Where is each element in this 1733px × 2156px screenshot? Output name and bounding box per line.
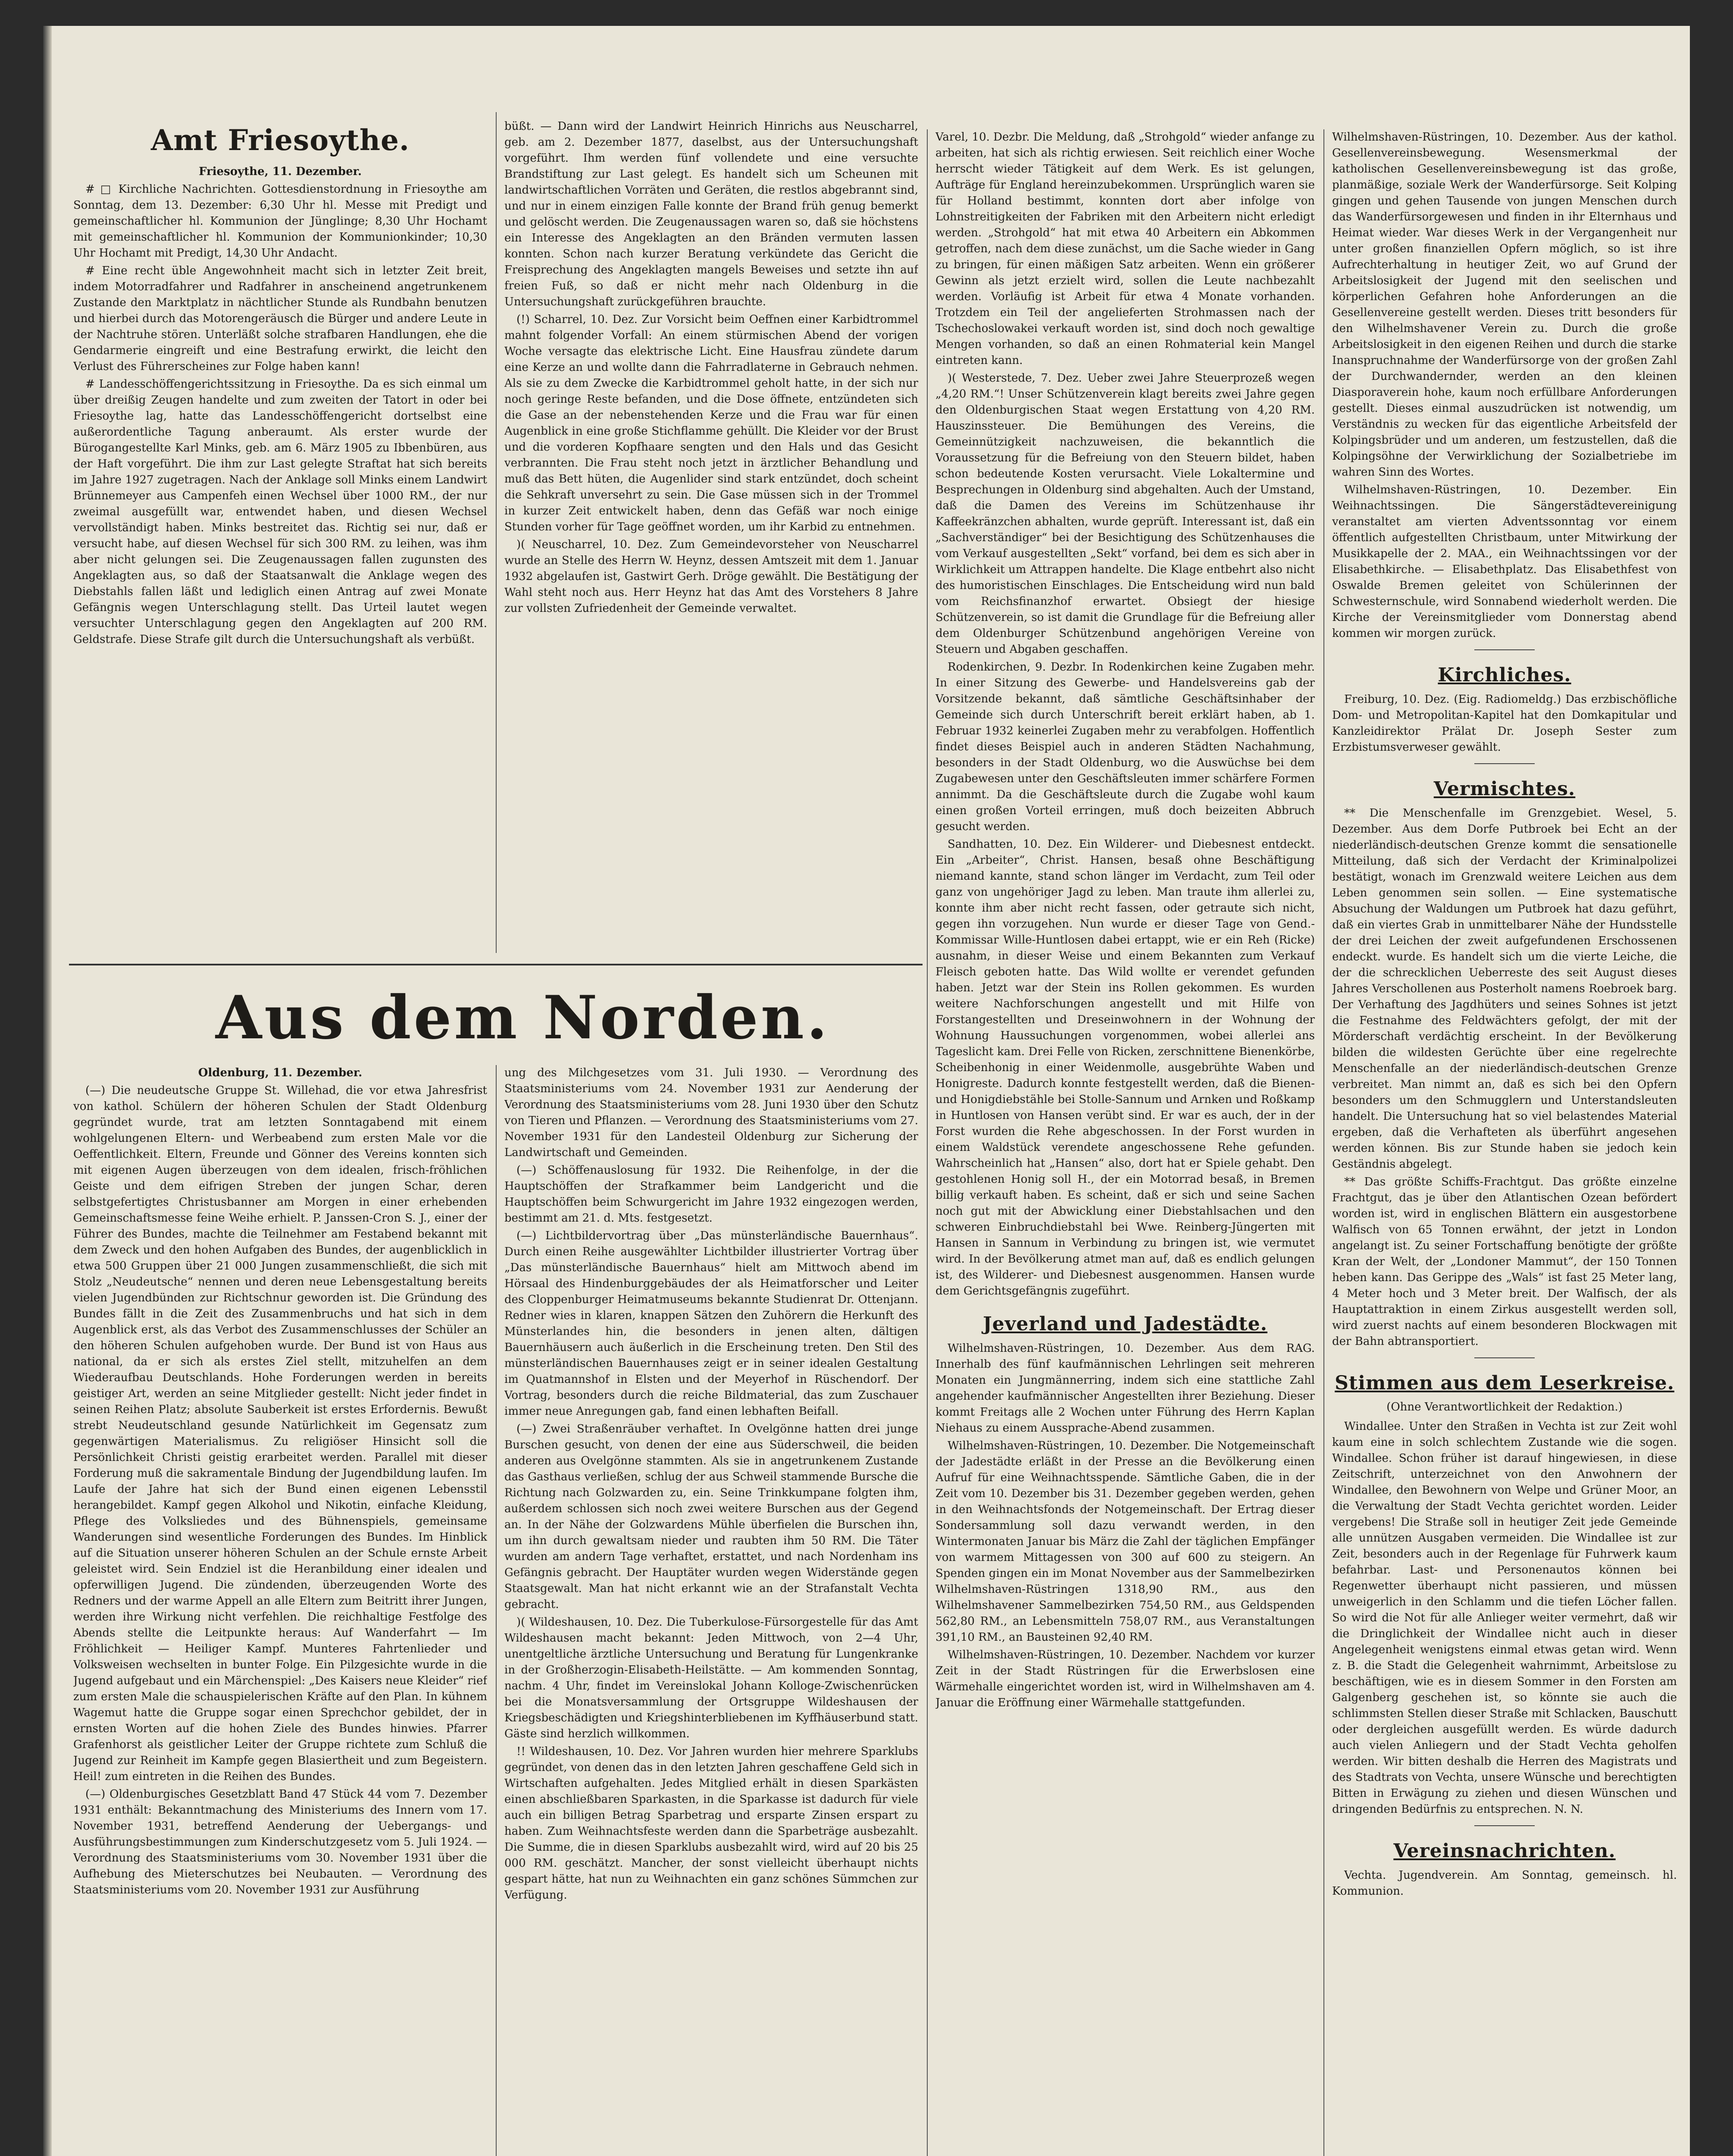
column-norden-a [73,1065,487,2156]
article-paragraph: Wilhelmshaven-Rüstringen, 10. Dezember. Aus der kathol. Gesellenvereinsbewegung. Wesensmerkmal der katholischen Gesellenvereinsbewegung ist das große, planmäßige, soziale Werk der Wanderfürsorge. Seit Kolping gingen und gehen Tausende von jungen Menschen durch das Wanderfürsorgewesen und finden in ihr Elternhaus und Heimat wieder. War dieses Werk in der Vergangenheit nur unter großen finanziellen Opfern möglich, so ist ihre Aufrechterhaltung in heutiger Zeit, wo auf Grund der Arbeitslosigkeit der Jugend mit den seelischen und körperlichen Gefahren hohe Anforderungen an die Gesellenvereine gestellt werden. Dieses tritt besonders für den Wilhelmshavener Verein zu. Durch die große Arbeitslosigkeit in den eigenen Reihen und durch die starke Inanspruchnahme der Wanderfürsorge von der großen Zahl der Durchwandernder, werden an den kleinen Diasporaverein hohe, kaum noch erfüllbare Anforderungen gestellt. Dieses einmal auszudrücken ist notwendig, um Verständnis zu wecken für das eigentliche Arbeitsfeld der Kolpingsbrüder und um anderen, um festzustellen, daß die Kolpingsöhne der Verwirklichung der Sozialbetriebe im wahren Sinn des Wortes. [1332,131,1677,479]
column-divider [1323,129,1324,2156]
article-paragraph: )( Wildeshausen, 10. Dez. Die Tuberkulose-Fürsorgestelle für das Amt Wildeshausen macht bekannt: Jeden Mittwoch, von 2—4 Uhr, unentgeltliche ärztliche Untersuchung und Beratung für Lungenkranke in der Großherzogin-Elisabeth-Heilstätte. — Am kommenden Sonntag, nachm. 4 Uhr, findet im Vereinslokal Johann Kolloge-Zwischenrücken bei die Monatsversammlung der Ortsgruppe Wildeshausen der Kriegsbeschädigten und Kriegshinterbliebenen im Kyffhäuserbund statt. Gäste sind herzlich willkommen. [504,1616,918,1740]
section-subheading: (Ohne Verantwortlichkeit der Redaktion.) [1386,1401,1623,1413]
dateline: Oldenburg, 11. Dezember. [198,1066,363,1079]
article-paragraph: Wilhelmshaven-Rüstringen, 10. Dezember. Die Notgemeinschaft der Jadestädte erläßt in der Presse an die Bevölkerung einen Aufruf für eine Weihnachtsspende. Sämtliche Gaben, die in der Zeit vom 10. Dezember bis 31. Dezember gegeben werden, gehen in den Weihnachtsfonds der Notgemeinschaft. Der Ertrag dieser Sondersammlung soll dazu verwandt werden, in den Wintermonaten Januar bis März die Zahl der täglichen Empfänger von warmem Mittagessen von 300 auf 600 zu steigern. An Spenden gingen ein im Monat November aus der Sammelbezirken Wilhelmshaven-Rüstringen 1318,90 RM., aus den Wilhelmshavener Sammelbezirken 754,50 RM., aus Geldspenden 562,80 RM., an Lebensmitteln 758,07 RM., aus Veranstaltungen 391,10 RM., an Bausteinen 92,40 RM. [935,1439,1315,1644]
column-norden-b [504,1065,918,2156]
article-paragraph: !! Wildeshausen, 10. Dez. Vor Jahren wurden hier mehrere Sparklubs gegründet, von denen das in den letzten Jahren geschaffene Geld sich in Wirtschaften aufgehalten. Jedes Mitglied erhält in diesen Sparkästen einen abschließbaren Sparkasten, in die Sparkasse ist dadurch für viele auch ein billigen Betrag Sparbetrag und ersparte Zinsen erspart zu haben. Zum Weihnachtsfeste werden dann die Sparbeträge ausbezahlt. Die Summe, die in diesen Sparklubs ausbezahlt wird, wird auf 20 bis 25 000 RM. geschätzt. Mancher, der sonst vielleicht überhaupt nichts gespart hätte, hat nun zu Weihnachten ein ganz schönes Sümmchen zur Verfügung. [504,1745,918,1902]
column-continuation [504,119,918,953]
column-amt-friesoythe [73,112,487,953]
separator-line [1474,649,1535,650]
article-paragraph: Freiburg, 10. Dez. (Eig. Radiomeldg.) Das erzbischöfliche Dom- und Metropolitan-Kapitel hat den Domkapitular und Kanzleidirektor Prälat Dr. Joseph Sester zum Erzbistumsverweser gewählt. [1332,693,1677,754]
article-paragraph: Wilhelmshaven-Rüstringen, 10. Dezember. Ein Weihnachtssingen. Die Sängerstädtevereinigung veranstaltet am vierten Adventssonntag vor einem öffentlich aufgestellten Christbaum, unter Mitwirkung der Musikkapelle der 2. MAA., ein Weihnachtssingen vor der Elisabethkirche. — Elisabethplatz. Das Elisabethfest von Oswalde Bremen geleitet von Schülerinnen der Schwesternschule, wird Sonnabend wiederholt werden. Die Kirche der Vereinsmitglieder vom Donnerstag abend kommen wir morgen zurück. [1332,483,1677,640]
article-paragraph: Sandhatten, 10. Dez. Ein Wilderer- und Diebesnest entdeckt. Ein „Arbeiter“, Christ. Hansen, besaß ohne Beschäftigung niemand kannte, stand schon länger im Verdacht, zum Teil oder ganz von ungehöriger Jagd zu leben. Man traute ihm allerlei zu, konnte ihm aber nicht recht fassen, oder getraute sich nicht, gegen ihn vorzugehen. Nun wurde er dieser Tage von Gend.-Kommissar Wille-Huntlosen dabei ertappt, wie er ein Reh (Ricke) ausnahm, in dieser Weise und einem Bekannten zum Verkauf Fleisch geboten hatte. Das Wild wollte er verendet gefunden haben. Jetzt war der Stein ins Rollen gekommen. Es wurden weitere Nachforschungen angestellt und mit Hilfe von Forstangestellten und Dreseinwohnern in der Wohnung der Wohnung Haussuchungen vorgenommen, wobei allerlei ans Tageslicht kam. Drei Felle von Ricken, zerschnittene Bienenkörbe, Scheibenhonig in einer Weidenmolle, ausgebrühte Waben und Honigreste. Dadurch konnte festgestellt werden, daß die Bienen- und Honigdiebstähle bei Stolle-Sannum und Arnken und Roßkamp in Huntlosen von Hansen verübt sind. Er war es auch, der in der Forst wurden die Rehe abgeschossen. In der Forst wurden in einem Waldstück verendete angeschossene Rehe gefunden. Wahrscheinlich hat „Hansen“ also, dort hat er Spiele gehabt. Den gestohlenen Honig soll H., der ein Motorrad besaß, in Bremen billig verkauft haben. Es scheint, daß er sich und seine Sachen noch gut mit der Abwicklung einer Diebstahlsachen und den schweren Einbruchdiebstahl bei Wwe. Reinberg-Jüngerten mit Hansen in Sannum in Verbindung zu bringen ist, wie vermutet wird. In der Bevölkerung atmet man auf, daß es endlich gelungen ist, des Wilderer- und Diebesnest ausgenommen. Hansen wurde dem Gerichtsgefängnis zugeführt. [935,838,1315,1297]
section-heading-amt-friesoythe: Amt Friesoythe. [150,123,410,157]
newspaper-page [52,26,1690,2156]
article-paragraph: (—) Lichtbildervortrag über „Das münsterländische Bauernhaus“. Durch einen Reihe ausgewählter Lichtbilder illustrierter Vortrag über „Das münsterländische Bauernhaus“ hielt am Mittwoch abend im Hörsaal des Hindenburggebäudes der als Heimatforscher und Leiter des Cloppenburger Heimatmuseums bekannte Studienrat Dr. Ottenjann. Redner wies in klaren, knappen Sätzen den Zuhörern die Herkunft des Münsterlandes hin, die besonders in jenen alten, dältigen Bauernhäusern auch äußerlich in die Erscheinung treten. Den Stil des münsterländischen Bauernhauses zeigt er in seiner idealen Gestaltung im Quatmannshof in Elsten und der Meyerhof in Rüschendorf. Der Vortrag, besonders durch die reiche Bildmaterial, das zum Zuschauer immer neue Anregungen gab, fand einen lebhaften Beifall. [504,1229,918,1418]
article-paragraph: (—) Zwei Straßenräuber verhaftet. In Ovelgönne hatten drei junge Burschen gesucht, von denen der eine aus Süderschweil, die beiden anderen aus Ovelgönne stammten. Als sie in angetrunkenem Zustande das Gasthaus verließen, schlug der aus Schweil stammende Bursche die Richtung nach Golzwarden zu, ein. Seine Trinkkumpane folgten ihm, außerdem schlossen sich noch zwei weitere Burschen aus der Gegend an. In der Nähe der Golzwardens Mühle überfielen die Burschen ihn, um ihn durch gewaltsam nieder und raubten ihm 50 RM. Die Täter wurden am andern Tage verhaftet, erstattet, und nach Nordenham ins Gefängnis gebracht. Der Hauptäter wurden wegen Widerstände gegen Staatsgewalt. Man hat nicht erkannt wie an der Strafanstalt Vechta gebracht. [504,1423,918,1611]
article-paragraph: ** Die Menschenfalle im Grenzgebiet. Wesel, 5. Dezember. Aus dem Dorfe Putbroek bei Echt an der niederländisch-deutschen Grenze kommt die sensationelle Mitteilung, daß sich der Verdacht der Kriminalpolizei bestätigt, wonach im Grenzwald weitere Leichen aus dem Leben genommen sein sollen. — Eine systematische Absuchung der Waldungen um Putbroek hat dazu geführt, daß ein viertes Grab in unmittelbarer Nähe der Hundsstelle der drei Leichen der zweit aufgefundenen Erschossenen endeckt. wurde. Es handelt sich um die vierte Leiche, die der die schrecklichen Ueberreste des seit August dieses Jahres Verschollenen aus Posterholt namens Roebroek barg. Der Verhaftung des Jagdhüters und seines Sohnes ist jetzt die Festnahme des Feldwächters gefolgt, der mit der Mörderschaft verdächtig erscheint. In der Bevölkerung bilden die wildesten Gerüchte über eine regelrechte Menschenfalle an der niederländisch-deutschen Grenze verbreitet. Man nimmt an, daß es sich bei den Opfern besonders um den Schmugglern und Unterstandsleuten handelt. Die Untersuchung hat so viel belastendes Material ergeben, daß die Verhafteten als überführt angesehen werden können. Bis zur Stunde haben sie jedoch kein Geständnis abgelegt. [1332,807,1677,1171]
section-heading-stimmen: Stimmen aus dem Leserkreise. [1335,1372,1674,1394]
article-paragraph: ** Das größte Schiffs-Frachtgut. Das größte einzelne Frachtgut, das je über den Atlantischen Ozean befördert worden ist, wird in englischen Blättern ein ausgestorbene Walfisch von 65 Tonnen erwähnt, der jetzt in London angelangt ist. Zu seiner Fortschaffung benötigte der größte Kran der Welt, der „Londoner Mammut“, der 150 Tonnen heben kann. Das Gerippe des „Wals“ ist fast 25 Meter lang, 4 Meter hoch und 3 Meter breit. Der Walfisch, der als Hauptattraktion in einem Zirkus ausgestellt werden soll, wird zuerst nachts auf einem besonderen Blockwagen mit der Bahn abtransportiert. [1332,1175,1677,1348]
separator-line [1474,1825,1535,1826]
section-heading-vermischtes: Vermischtes. [1433,778,1576,800]
column-divider [496,112,497,953]
dateline: Friesoythe, 11. Dezember. [198,165,362,178]
article-paragraph: # Eine recht üble Angewohnheit macht sich in letzter Zeit breit, indem Motorradfahrer und Radfahrer in anscheinend angetrunkenem Zustande den Marktplatz in nächtlicher Stunde als Rundbahn benutzen und hierbei durch das Motorengeräusch die Bürger und andere Leute in der Nachtruhe stören. Unterläßt solche strafbaren Handlungen, ehe die Gendarmerie eingreift und eine Bestrafung erwirkt, die leicht den Verlust des Führerscheines zur Folge haben kann! [73,264,487,373]
column-regional-news [935,129,1315,2156]
article-paragraph: )( Neuscharrel, 10. Dez. Zum Gemeindevorsteher von Neuscharrel wurde an Stelle des Herrn W. Heynz, dessen Amtszeit mit dem 1. Januar 1932 abgelaufen ist, Gastwirt Gerh. Dröge gewählt. Die Bestätigung der Wahl steht noch aus. Herr Heynz hat das Amt des Vorstehers 8 Jahre zur vollsten Zufriedenheit der Gemeinde verwaltet. [504,538,918,615]
article-paragraph: (—) Oldenburgisches Gesetzblatt Band 47 Stück 44 vom 7. Dezember 1931 enthält: Bekanntmachung des Ministeriums des Innern vom 17. November 1931, betreffend Aenderung der Uebergangs- und Ausführungsbestimmungen zum Kinderschutzgesetz vom 5. Juli 1924. — Verordnung des Staatsministeriums vom 30. November 1931 über die Aufhebung des Mieterschutzes bei Neubauten. — Verordnung des Staatsministeriums vom 20. November 1931 zur Ausführung [73,1788,487,1896]
separator-line [1474,763,1535,764]
separator-line [1474,1357,1535,1358]
section-heading-kirchliches: Kirchliches. [1438,664,1571,686]
section-divider-rule [69,964,923,965]
article-paragraph: (!) Scharrel, 10. Dez. Zur Vorsicht beim Oeffnen einer Karbidtrommel mahnt folgender Vorfall: An einem stürmischen Abend der vorigen Woche versagte das elektrische Licht. Eine Hausfrau zündete darum eine Kerze an und wollte dann die Fahrradlaterne in Gebrauch nehmen. Als sie zu dem Zwecke die Karbidtrommel geholt hatte, in der sich nur noch geringe Reste befanden, und die Dose öffnete, entzündeten sich die Gase an der nebenstehenden Kerze und die Frau war für einen Augenblick in eine große Stichflamme gehüllt. Die Kleider vor der Brust und die vorderen Kopfhaare sengten und den Hals und das Gesicht verbrannten. Die Frau steht noch jetzt in ärztlicher Behandlung und muß das Bett hüten, die Augenlider sind stark entzündet, doch scheint die Sehkraft unversehrt zu sein. Die Gase müssen sich in der Trommel in kurzer Zeit entwickelt haben, denn das Gefäß war noch einige Stunden vorher für Tage geöffnet worden, um ihr Karbid zu entnehmen. [504,313,918,533]
section-heading-aus-dem-norden: Aus dem Norden. [216,982,830,1053]
section-heading-jeverland: Jeverland und Jadestädte. [982,1313,1267,1335]
article-paragraph: (—) Schöffenauslosung für 1932. Die Reihenfolge, in der die Hauptschöffen der Strafkammer beim Landgericht und die Hauptschöffen beim Schwurgericht im Jahre 1932 eingezogen werden, bestimmt am 21. d. Mts. festgesetzt. [504,1164,918,1225]
article-paragraph: )( Westerstede, 7. Dez. Ueber zwei Jahre Steuerprozeß wegen „4,20 RM.“! Unser Schützenverein klagt bereits zwei Jahre gegen den Oldenburgischen Staat wegen Erstattung von 4,20 RM. Hauszinssteuer. Die Bemühungen des Vereins, die Gemeinnützigkeit nachzuweisen, die bekanntlich die Voraussetzung für die Befreiung von den Steuern bildet, haben schon bedeutende Kosten verursacht. Viele Lokaltermine und Besprechungen in Oldenburg sind abgehalten. Auch der Umstand, daß die Damen des Vereins im Schützenhause ihr Kaffeekränzchen abhalten, wurde geprüft. Interessant ist, daß ein „Sachverständiger“ bei der Besichtigung des Schützenhauses die vom Verkauf ausgestellten „Sekt“ vorfand, bei dem es sich aber in Wirklichkeit um Attrappen handelte. Die Klage entbehrt also nicht des humoristischen Einschlages. Die Entscheidung wird nun bald vom Reichsfinanzhof erwartet. Obsiegt der hiesige Schützenverein, so ist damit die Grundlage für die Befreiung aller dem Oldenburger Schützenbund angehörigen Vereine von Steuern und Abgaben geschaffen. [935,372,1315,656]
article-paragraph: Varel, 10. Dezbr. Die Meldung, daß „Strohgold“ wieder anfange zu arbeiten, hat sich als richtig erwiesen. Seit reichlich einer Woche herrscht wieder Tätigkeit auf dem Werk. Es ist gelungen, Aufträge für England hereinzubekommen. Ursprünglich waren sie für Holland bestimmt, konnten dort aber infolge von Lohnstreitigkeiten der Fabriken mit den Arbeitern nicht erledigt werden. „Strohgold“ hat mit etwa 40 Arbeitern ein Abkommen getroffen, nach dem diese zunächst, um die Sache wieder in Gang zu bringen, für einen mäßigen Satz arbeiten. Wenn ein größerer Gewinn als jetzt erzielt wird, sollen die Leute nachbezahlt werden. Vorläufig ist Arbeit für etwa 4 Monate vorhanden. Trotzdem ein Teil der angelieferten Strohmassen nach der Tschechoslowakei verkauft worden ist, sind doch noch gewaltige Mengen vorhanden, so daß an einen Rohmaterial kein Mangel eintreten kann. [935,131,1315,367]
article-paragraph: ung des Milchgesetzes vom 31. Juli 1930. — Verordnung des Staatsministeriums vom 24. November 1931 zur Aenderung der Verordnung des Staatsministeriums vom 28. Juni 1930 über den Schutz von Tieren und Pflanzen. — Verordnung des Staatsministeriums vom 27. November 1931 für den Landesteil Oldenburg zur Sicherung der Landwirtschaft und Gemeinden. [504,1066,918,1159]
article-paragraph: Wilhelmshaven-Rüstringen, 10. Dezember. Aus dem RAG. Innerhalb des fünf kaufmännischen Lehrlingen seit mehreren Monaten ein Jungmännerring, indem sich eine stattliche Zahl angehender kaufmännischer Angestellten ihrer Beziehung. Dieser kommt Freitags alle 2 Wochen unter Führung des Herrn Kaplan Niehaus zu einem Aussprache-Abend zusammen. [935,1342,1315,1435]
article-paragraph: # Landesschöffengerichtssitzung in Friesoythe. Da es sich einmal um über dreißig Zeugen handelte und zum zweiten der Tatort in oder bei Friesoythe lag, hatte das Landesschöffengericht dortselbst eine außerordentliche Tagung anberaumt. Als erster wurde der Bürogangestellte Karl Minks, geb. am 6. März 1905 zu Ibbenbüren, aus der Haft vorgeführt. Die ihm zur Last gelegte Straftat hat sich bereits im Jahre 1927 zugetragen. Nach der Anklage soll Minks einem Landwirt Brünnemeyer aus Campenfeh einen Wechsel über 1000 RM., der nur zweimal ausgefüllt war, entwendet haben, und diesen Wechsel vervollständigt haben. Minks bestreitet das. Richtig sei nur, daß er versucht habe, auf diesen Wechsel für sich 300 RM. zu leihen, was ihm aber nicht gelungen sei. Die Zeugenaussagen fallen zugunsten des Angeklagten aus, so daß der Staatsanwalt die Anklage wegen des Diebstahls fallen läßt und lediglich einen Antrag auf zwei Monate Gefängnis wegen Unterschlagung stellt. Das Urteil lautet wegen versuchter Unterschlagung gegen den Angeklagten auf 200 RM. Geldstrafe. Diese Strafe gilt durch die Untersuchungshaft als verbüßt. [73,378,487,646]
column-miscellaneous [1332,129,1677,2156]
column-divider [927,129,928,2156]
article-paragraph: Vechta. Jugendverein. Am Sonntag, gemeinsch. hl. Kommunion. [1332,1869,1677,1898]
article-paragraph: (—) Die neudeutsche Gruppe St. Willehad, die vor etwa Jahresfrist von kathol. Schülern der höheren Schulen der Stadt Oldenburg gegründet wurde, trat am letzten Sonntagabend mit einem wohlgelungenen Eltern- und Werbeabend zum ersten Male vor die Oeffentlichkeit. Eltern, Freunde und Gönner des Vereins konnten sich mit eigenen Augen überzeugen von dem idealen, frisch-fröhlichen Geiste und dem eifrigen Streben der jungen Schar, deren selbstgefertigtes Christusbanner am Morgen in einer erhebenden Gemeinschaftsmesse feine Weihe erhielt. P. Janssen-Cron S. J., einer der Führer des Bundes, machte die Teilnehmer am Festabend bekannt mit dem Zweck und den hohen Aufgaben des Bundes, der augenblicklich in etwa 500 Gruppen über 21 000 Jungen zusammenschließt, die sich mit Stolz „Neudeutsche“ nennen und deren neue Lebensgestaltung bereits vielen Jugendbünden zur Richtschnur geworden ist. Die Gründung des Bundes fällt in die Zeit des Zusammenbruchs und hat sich in dem Augenblick erst, als das Verbot des Zusammenschlusses der Schüler an den höheren Schulen aufgehoben wurde. Der Bund ist von Haus aus national, da er sich als erstes Ziel stellt, mitzuhelfen an dem Wiederaufbau Deutschlands. Hohe Forderungen werden in bereits geistiger Art, werden an seine Mitglieder gestellt: Nicht jeder findet in seinen Reihen Platz; absolute Sauberkeit ist erstes Erfordernis. Bewußt strebt Neudeutschland gesunde Natürlichkeit im Gegensatz zum gegenwärtigen Materialismus. Zu religiöser Hinsicht soll die Persönlichkeit Christi geistig erarbeitet werden. Parallel mit dieser Forderung muß die sakramentale Bindung der Jugendbildung laufen. Im Laufe der Jahre hat sich der Bund einen eigenen Lebensstil herangebildet. Kampf gegen Alkohol und Nikotin, einfache Kleidung, Pflege des Volksliedes und des Bühnenspiels, gemeinsame Wanderungen sind wesentliche Forderungen des Bundes. Im Hinblick auf die Situation unserer höheren Schulen an der Schule ernste Arbeit geleistet wird. Sein Endziel ist die Heranbildung einer idealen und opferwilligen Jugend. Die zündenden, überzeugenden Worte des Redners und der warme Appell an alle Eltern zum Beitritt ihrer Jungen, werden ihre Wirkung nicht verfehlen. Die reichhaltige Festfolge des Abends stellte die Leitpunkte heraus: Auf Wanderfahrt — Im Fröhlichkeit — Heiliger Kampf. Munteres Fahrtenlieder und Volksweisen wechselten in bunter Folge. Ein Pilzgesichte wurde in die Jugend aufgebaut und ein Märchenspiel: „Des Kaisers neue Kleider“ rief zum ersten Male die schauspielerischen Kräfte auf den Plan. In kühnem Wagemut hatte die Gruppe sogar einen Sprechchor gebildet, der in ernsten Worten auf die hohen Ziele des Bundes hinwies. Pfarrer Grafenhorst als geistlicher Leiter der Gruppe richtete zum Schluß die Jugend zur Reinheit im Kampfe gegen Blasiertheit und zum Begeistern. Heil! zum eintreten in die Reihen des Bundes. [73,1084,487,1783]
article-paragraph: büßt. — Dann wird der Landwirt Heinrich Hinrichs aus Neuscharrel, geb. am 2. Dezember 1877, daselbst, aus der Untersuchungshaft vorgeführt. Ihm werden fünf vollendete und eine versuchte Brandstiftung zur Last gelegt. Es handelt sich um Scheunen mit landwirtschaftlichen Vorräten und Geräten, die restlos abgebrannt sind, und nur in einem einzigen Falle konnte der Brand früh genug bemerkt und gelöscht werden. Die Zeugenaussagen waren so, daß sie höchstens ein Interesse des Angeklagten an den Bränden vermuten lassen konnten. Schon nach kurzer Beratung verkündete das Gericht die Freisprechung des Angeklagten mangels Beweises und setzte ihn auf freien Fuß, so daß er nicht mehr nach Oldenburg in die Untersuchungshaft zurückgeführen brauchte. [504,120,918,308]
section-heading-vereinsnachrichten: Vereinsnachrichten. [1393,1840,1616,1862]
column-divider [496,1065,497,2156]
article-paragraph: # □ Kirchliche Nachrichten. Gottesdienstordnung in Friesoythe am Sonntag, dem 13. Dezember: 6,30 Uhr hl. Messe mit Predigt und gemeinschaftlicher hl. Kommunion der Jünglinge; 8,30 Uhr Hochamt mit gemeinschaftlicher hl. Kommunion der Kommunionkinder; 10,30 Uhr Hochamt mit Predigt, 14,30 Uhr Andacht. [73,183,487,260]
article-paragraph: Rodenkirchen, 9. Dezbr. In Rodenkirchen keine Zugaben mehr. In einer Sitzung des Gewerbe- und Handelsvereins gab der Vorsitzende bekannt, daß sämtliche Geschäftsinhaber der Gemeinde sich durch Unterschrift bereit erklärt haben, ab 1. Februar 1932 keinerlei Zugaben mehr zu verabfolgen. Hoffentlich findet dieses Beispiel auch in anderen Städten Nachahmung, besonders in der Stadt Oldenburg, wo die Auswüchse bei dem Zugabewesen unter den Geschäftsleuten immer schärfere Formen annimmt. Da die Geschäftsleute durch die Zugabe wohl kaum einen großen Vorteil erringen, muß doch beizeiten Abbruch gesucht werden. [935,661,1315,833]
article-paragraph: Windallee. Unter den Straßen in Vechta ist zur Zeit wohl kaum eine in solch schlechtem Zustande wie die sogen. Windallee. Schon früher ist darauf hingewiesen, in diese Zeitschrift, unterzeichnet von den Anwohnern der Windallee, den Bewohnern von Welpe und Grüner Moor, an die Verwaltung der Stadt Vechta gerichtet worden. Leider vergebens! Die Straße soll in heutiger Zeit jede Gemeinde alle unnützen Ausgaben vermeiden. Die Windallee ist zur Zeit, besonders auch in der Regenlage für Fuhrwerk kaum befahrbar. Last- und Personenautos können bei Regenwetter überhaupt nicht passieren, und müssen unweigerlich in den Schlamm und die tiefen Löcher fallen. So wird die Not für alle Anlieger weiter vermehrt, daß wir die Dringlichkeit der Windallee nicht auch in dieser Angelegenheit wenigstens einmal etwas getan wird. Wenn z. B. die Stadt die Gelegenheit wahrnimmt, Arbeitslose zu beschäftigen, wie es in diesem Sommer in den Forsten am Galgenberg geschehen ist, so könnte sie auch die schlimmsten Stellen dieser Straße mit Schlacken, Bauschutt oder dergleichen ausgefüllt werden. Es würde dadurch auch vielen Anliegern und der Stadt Vechta geholfen werden. Wir bitten deshalb die Herren des Magistrats und des Stadtrats von Vechta, unsere Wünsche und berechtigten Bitten in Erwägung zu ziehen und diesen Wünschen und dringenden Bedürfnis zu entsprechen. N. N. [1332,1420,1677,1816]
article-paragraph: Wilhelmshaven-Rüstringen, 10. Dezember. Nachdem vor kurzer Zeit in der Stadt Rüstringen für die Erwerbslosen eine Wärmehalle eingerichtet worden ist, wird in Wilhelmshaven am 4. Januar die Eröffnung einer Wärmehalle stattgefunden. [935,1648,1315,1709]
